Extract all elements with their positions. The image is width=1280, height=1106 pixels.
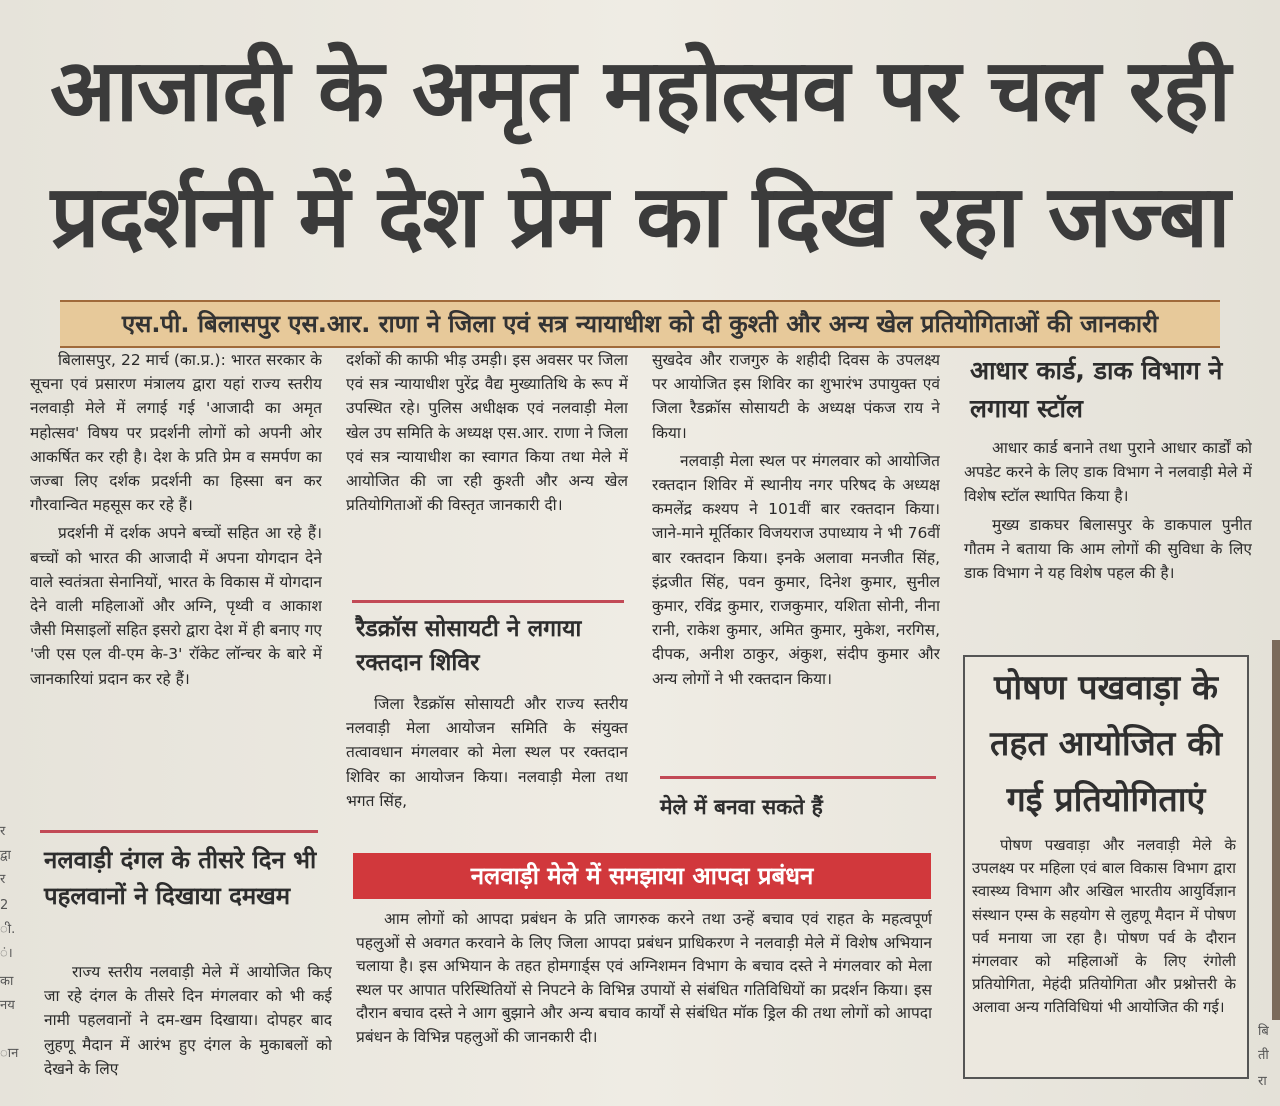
section-rule xyxy=(660,776,936,779)
left-edge-fragment: नय xyxy=(0,998,15,1013)
right-edge-fragment: ती xyxy=(1258,1048,1269,1063)
left-edge-fragment: र xyxy=(0,824,6,839)
redcross-headline: रैडक्रॉस सोसायटी ने लगाया रक्तदान शिविर xyxy=(356,616,582,676)
aapda-body: आम लोगों को आपदा प्रबंधन के प्रति जागरुक करने तथा उन्हें बचाव एवं राहत के महत्वपूर्ण पहलुओं से अवगत करवाने के लिए जिला आपदा प्रबंधन प्राधिकरण ने नलवाड़ी मेले में विशेष अभियान चलाया है। इस अभियान के तहत होमगार्ड्स एवं अग्निशमन विभाग के बचाव दस्ते ने मंगलवार को मेला स्थल पर आपात परिस्थितियों से निपटने के विभिन्न उपायों से संबंधित गतिविधियों का प्रदर्शन किया। इस दौरान बचाव दस्ते ने आग बुझाने और अन्य बचाव कार्यों से संबंधित मॉक ड्रिल की तथा लोगों को आपदा प्रबंधन के विभिन्न पहलुओं की जानकारी दी। xyxy=(356,910,932,1046)
dangal-story xyxy=(44,960,332,1080)
aadhar-story xyxy=(964,436,1252,646)
poshan-story xyxy=(972,834,1236,1070)
main-story-para-1: बिलासपुर, 22 मार्च (का.प्र.): भारत सरकार के सूचना एवं प्रसारण मंत्रालय द्वारा यहां राज्य स्तरीय नलवाड़ी मेले में लगाई गई 'आजादी का अमृत महोत्सव' विषय पर प्रदर्शनी लोगों को अपनी ओर आकर्षित कर रही है। देश के प्रति प्रेम व समर्पण का जज्बा लिए दर्शक प्रदर्शनी का हिस्सा बन कर गौरवान्वित महसूस कर रहे हैं। xyxy=(30,351,322,515)
stall-fragment-headline: मेले में बनवा सकते हैं xyxy=(660,795,823,819)
left-edge-fragment: 2 xyxy=(0,898,9,913)
redcross-story-col2 xyxy=(346,692,628,832)
left-edge-fragment: ान xyxy=(0,1046,19,1061)
poshan-body: पोषण पखवाड़ा और नलवाड़ी मेले के उपलक्ष्य पर महिला एवं बाल विकास विभाग द्वारा स्वास्थ्य विभाग और अखिल भारतीय आयुर्विज्ञान संस्थान एम्स के सहयोग से लुहणू मैदान में पोषण पर्व मनाया जा रहा है। पोषण पर्व के दौरान मंगलवार को महिलाओं के लिए रंगोली प्रतियोगिता, मेहंदी प्रतियोगिता और प्रश्नोत्तरी के अलावा अन्य गतिविधियां भी आयोजित की गई। xyxy=(972,836,1236,1017)
headline-line-1: आजादी के अमृत महोत्सव पर चल रही xyxy=(50,41,1230,141)
left-edge-fragment: र xyxy=(0,872,6,887)
adjacent-photo-edge xyxy=(1272,640,1280,1020)
aapda-headline-banner: नलवाड़ी मेले में समझाया आपदा प्रबंधन xyxy=(353,853,931,899)
right-edge-fragment: रा xyxy=(1258,1074,1267,1089)
main-story-para-2: प्रदर्शनी में दर्शक अपने बच्चों सहित आ रहे हैं। बच्चों को भारत की आजादी में अपना योगदान देने वाले स्वतंत्रता सेनानियों, भारत के विकास में योगदान देने वाली महिलाओं और अग्नि, पृथ्वी व आकाश जैसी मिसाइलों सहित इसरो द्वारा देश में ही बनाए गए 'जी एस एल वी-एम के-3' रॉकेट लॉन्चर के बारे में जानकारियां प्रदान कर रहे हैं। xyxy=(30,524,322,688)
redcross-col3-para-1: सुखदेव और राजगुरु के शहीदी दिवस के उपलक्ष्य पर आयोजित इस शिविर का शुभारंभ उपायुक्त एवं जिला रैडक्रॉस सोसायटी के अध्यक्ष पंकज राय ने किया। xyxy=(652,351,940,442)
headline-line-2: प्रदर्शनी में देश प्रेम का दिख रहा जज्बा xyxy=(50,167,1230,267)
left-edge-fragment: का xyxy=(0,974,14,989)
aadhar-headline: आधार कार्ड, डाक विभाग ने लगाया स्टॉल xyxy=(970,356,1223,423)
left-edge-fragment: द्वा xyxy=(0,848,11,863)
poshan-headline: पोषण पखवाड़ा के तहत आयोजित की गई प्रतियोगिताएं xyxy=(989,668,1223,820)
redcross-body: जिला रैडक्रॉस सोसायटी और राज्य स्तरीय नलवाड़ी मेला आयोजन समिति के संयुक्त तत्वावधान मंगलवार को मेला स्थल पर रक्तदान शिविर का आयोजन किया। नलवाड़ी मेला तथा भगत सिंह, xyxy=(346,695,628,810)
redcross-story-col3 xyxy=(652,348,940,748)
section-rule xyxy=(352,600,624,603)
main-story-col2 xyxy=(346,348,628,588)
redcross-col3-para-2: नलवाड़ी मेला स्थल पर मंगलवार को आयोजित रक्तदान शिविर में स्थानीय नगर परिषद के अध्यक्ष कमलेंद्र कश्यप ने 101वीं बार रक्तदान किया। जाने-माने मूर्तिकार विजयराज उपाध्याय ने भी 76वीं बार रक्तदान किया। इनके अलावा मनजीत सिंह, इंद्रजीत सिंह, पवन कुमार, दिनेश कुमार, सुनील कुमार, रविंद्र कुमार, राजकुमार, यशिता सोनी, नीना रानी, राकेश कुमार, अमित कुमार, मुकेश, नरगिस, दीपक, अनीश ठाकुर, अंकुश, संदीप कुमार और अन्य लोगों ने भी रक्तदान किया। xyxy=(652,451,940,688)
left-edge-fragment: ं। xyxy=(0,946,13,961)
dangal-body: राज्य स्तरीय नलवाड़ी मेले में आयोजित किए जा रहे दंगल के तीसरे दिन मंगलवार को भी कई नामी पहलवानों ने दम-खम दिखाया। दोपहर बाद लुहणू मैदान में आरंभ हुए दंगल के मुकाबलों को देखने के लिए xyxy=(44,963,332,1078)
dangal-headline: नलवाड़ी दंगल के तीसरे दिन भी पहलवानों ने दिखाया दमखम xyxy=(44,846,317,910)
aadhar-para-1: आधार कार्ड बनाने तथा पुराने आधार कार्डों को अपडेट करने के लिए डाक विभाग ने नलवाड़ी मेले में विशेष स्टॉल स्थापित किया है। xyxy=(964,439,1252,506)
main-story-col2-para: दर्शकों की काफी भीड़ उमड़ी। इस अवसर पर जिला एवं सत्र न्यायाधीश पुरेंद्र वैद्य मुख्यातिथि के रूप में उपस्थित रहे। पुलिस अधीक्षक एवं नलवाड़ी मेला खेल उप समिति के अध्यक्ष एस.आर. राणा ने जिला एवं सत्र न्यायाधीश का स्वागत किया तथा मेले में आयोजित की जा रही कुश्ती और अन्य खेल प्रतियोगिताओं की विस्तृत जानकारी दी। xyxy=(346,351,628,515)
aapda-story xyxy=(356,908,932,1078)
left-edge-fragment: ी. xyxy=(0,922,16,937)
main-story-col1 xyxy=(30,348,322,824)
headline xyxy=(20,28,1260,280)
aadhar-para-2: मुख्य डाकघर बिलासपुर के डाकपाल पुनीत गौतम ने बताया कि आम लोगों की सुविधा के लिए डाक विभाग ने यह विशेष पहल की है। xyxy=(964,515,1252,583)
deck-strap: एस.पी. बिलासपुर एस.आर. राणा ने जिला एवं सत्र न्यायाधीश को दी कुश्ती और अन्य खेल प्रतियोगिताओं की जानकारी xyxy=(60,300,1220,348)
section-rule xyxy=(40,830,318,833)
right-edge-fragment: बि xyxy=(1258,1024,1269,1039)
